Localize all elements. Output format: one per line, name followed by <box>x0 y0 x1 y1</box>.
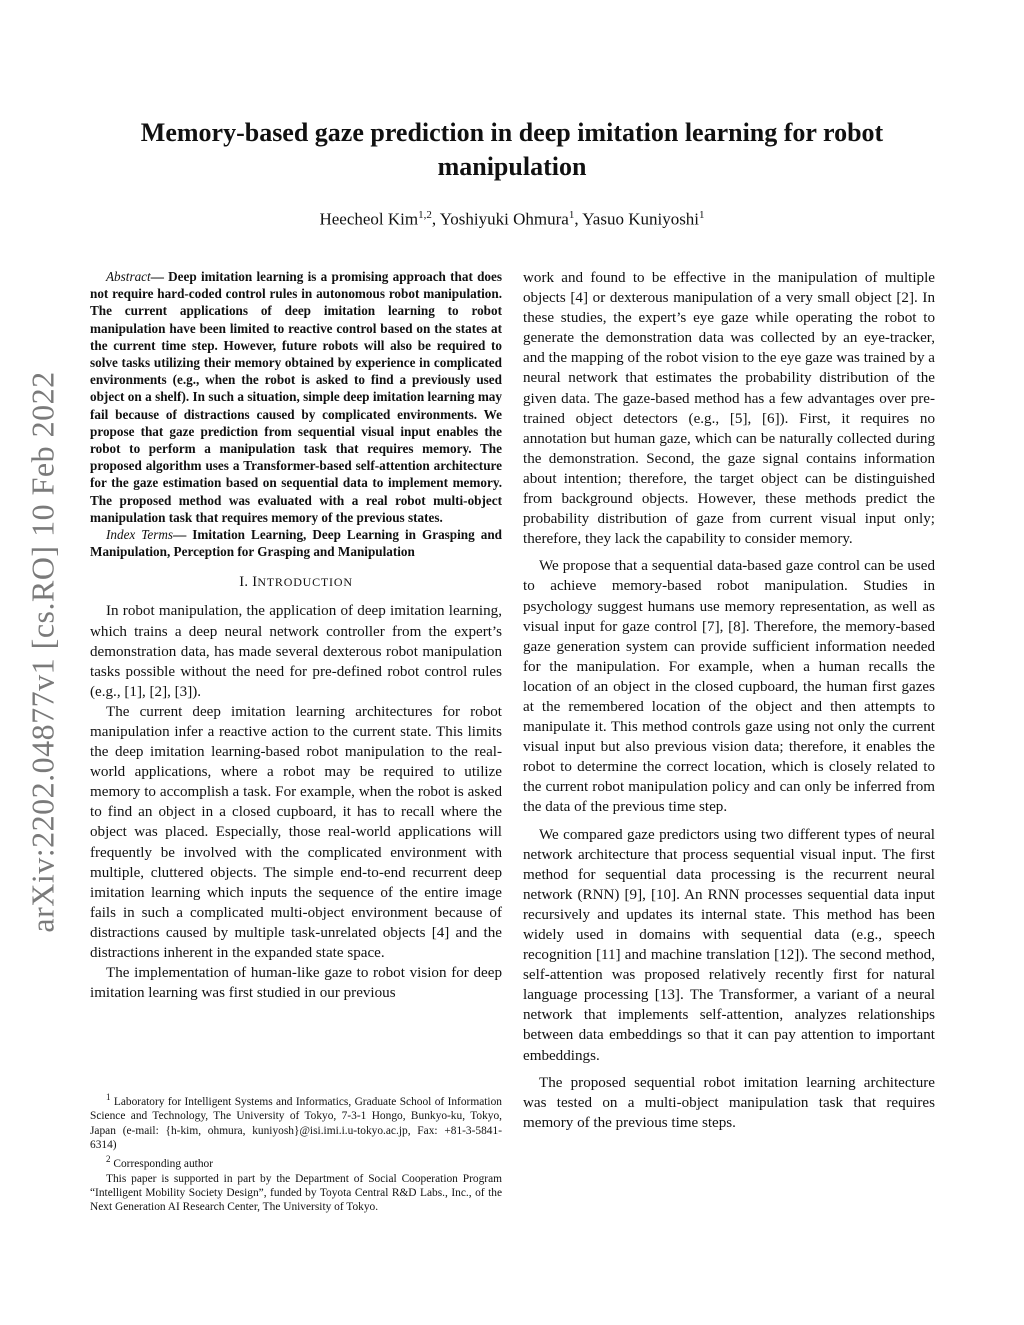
paper-title: Memory-based gaze prediction in deep imitation learning for robot manipulation <box>140 118 884 181</box>
index-terms-text: Imitation Learning, Deep Learning in Grasping and Manipulation, Perception for Grasping and Manipulation <box>90 527 502 560</box>
author-list <box>100 209 924 230</box>
paragraph: We propose that a sequential data-based gaze control can be used to achieve memory-based robot manipulation. Studies in psychology suggest humans use memory representation, as well as visual input for gaze control [7], [8]. Therefore, the memory-based gaze generation system can provide sufficient information needed for the manipulation. For example, when a human recalls the location of an object in the closed cupboard, the human first gazes at the remembered location of the object and then attempts to manipulate it. This method controls gaze using not only the current visual input but also previous vision data; therefore, it enables the robot to determine the correct location, which is closely related to the current robot manipulation policy and can only be inferred from the data of the previous time step. <box>523 558 935 816</box>
abstract-label: Abstract <box>106 269 151 284</box>
section-number: I. <box>239 574 249 591</box>
index-terms: Index Terms— Imitation Learning, Deep Learning in Grasping and Manipulation, Perception for Grasping and Manipulation <box>90 527 502 560</box>
author-name: Yoshiyuki Ohmura <box>439 209 569 229</box>
paragraph: work and found to be effective in the manipulation of multiple objects [4] or dexterous manipulation of a very small object [2]. In these studies, the expert’s eye gaze while operating the robot to generate the demonstration data was collected by an eye-tracker, and the mapping of the robot vision to the eye gaze was trained by a neural network that estimates the probability distribution of the given data. The gaze-based method has a few advantages over pre-trained object detectors (e.g., [5], [6]). First, it requires no annotation but human gaze, which can be naturally collected during the demonstration. Second, the gaze signal contains information about intention; therefore, the target object can be distinguished from background objects. However, these methods predict the probability distribution of gaze from current visual input only; therefore, they lack the capability to consider memory. <box>523 270 935 548</box>
paragraph: The implementation of human-like gaze to robot vision for deep imitation learning was first studied in our previous <box>90 965 502 1002</box>
footnote <box>90 1172 502 1215</box>
abstract: Abstract— Deep imitation learning is a promising approach that does not require hard-coded control rules in autonomous robot manipulation. The current applications of deep imitation learning to robot manipulation have been limited to reactive control based on the states at the current time step. However, future robots will also be required to solve tasks utilizing their memory obtained by experience in complicated environments (e.g., when the robot is asked to find a previously used object on a shelf). In such a situation, simple deep imitation learning may fail because of distractions caused by complicated environments. We propose that gaze prediction from sequential visual input enables the robot to perform a manipulation task that requires memory. The proposed algorithm uses a Transformer-based self-attention architecture for the gaze estimation based on sequential data to implement memory. The proposed method was evaluated with a real robot multi-object manipulation task that requires memory of the previous states. <box>90 269 503 525</box>
section-title-initial: I <box>252 574 258 591</box>
paragraph: In robot manipulation, the application of deep imitation learning, which trains a deep neural network controller from the expert’s demonstration data, has made several dexterous robot manipulation tasks possible without the need for pre-defined robot control rules (e.g., [1], [2], [3]). <box>90 603 502 700</box>
author-name: Heecheol Kim <box>319 209 419 229</box>
section-title-rest: NTRODUCTION <box>257 575 353 590</box>
author-separator: , <box>574 209 583 229</box>
footnote-marker: 1 <box>106 1092 111 1102</box>
paragraph: The current deep imitation learning architectures for robot manipulation infer a reactive action to the current state. This limits the deep imitation learning-based robot manipulation to the real-world applications, where a robot may be required to utilize memory to accomplish a task. For example, when the robot is asked to find an object in a closed cupboard, it has to recall where the object was placed. Especially, those real-world applications will frequently be involved with the complicated environment with multiple, cluttered objects. The simple end-to-end recurrent deep imitation learning which inputs the sequence of the entire image fails in such a complicated multi-object environment because of distractions caused by multiple task-unrelated objects [4] and the distractions inherent in the expanded state space. <box>90 703 502 962</box>
left-column <box>90 268 502 1003</box>
paragraph: We compared gaze predictors using two different types of neural network architecture that process sequential visual input. The first method for sequential data processing is the recurrent neural network (RNN) [9], [10]. An RNN processes sequential data input recursively and updates its internal state. This method has been widely used in domains with sequential data (e.g., speech recognition [11] and machine translation [12]). The second method, self-attention was proposed relatively recently first for natural language processing [13]. The Transformer, a variant of a neural network that implements self-attention, analyzes relationships between data embeddings so that it can pay attention to important embeddings. <box>523 826 935 1064</box>
footnote-marker: 2 <box>106 1154 111 1165</box>
author-name: Yasuo Kuniyoshi <box>582 209 700 229</box>
paragraph: The proposed sequential robot imitation learning architecture was tested on a multi-object manipulation task that requires memory of the previous time steps. <box>523 1074 935 1131</box>
footnote-text: Laboratory for Intelligent Systems and Informatics, Graduate School of Information Science and Technology, The University of Tokyo, 7-3-1 Hongo, Bunkyo-ku, Tokyo, Japan (e-mail: {h-kim, ohmura, kuniyosh}@isi.imi.i.u-tokyo.ac.jp, Fax: +81-3-5841-6314) <box>90 1095 502 1152</box>
footnotes <box>90 1090 502 1215</box>
arxiv-identifier: arXiv:2202.04877v1 [cs.RO] 10 Feb 2022 <box>24 371 61 933</box>
author-affiliation: 1,2 <box>418 209 432 221</box>
section-heading-introduction <box>90 574 502 591</box>
index-terms-label: Index Terms <box>106 527 174 543</box>
author-affiliation: 1 <box>568 209 575 221</box>
author-separator: , <box>431 209 440 229</box>
footnote-text: Corresponding author <box>113 1158 214 1171</box>
footnote <box>90 1090 502 1152</box>
author-affiliation: 1 <box>699 209 705 221</box>
arxiv-sidebar-stamp <box>26 352 60 952</box>
abstract-text: Deep imitation learning is a promising approach that does not require hard-coded control rules in autonomous robot manipulation. The current applications of deep imitation learning to robot manipulation have been limited to reactive control based on the states at the current time step. However, future robots will also be required to solve tasks utilizing their memory obtained by experience in complicated environments (e.g., when the robot is asked to find a previously used object on a shelf). In such a situation, simple deep imitation learning may fail because of distractions caused by complicated environments. We propose that gaze prediction from sequential visual input enables the robot to perform a manipulation task that requires memory. The proposed algorithm uses a Transformer-based self-attention architecture for the gaze estimation based on sequential data to implement memory. The proposed method was evaluated with a real robot multi-object manipulation task that requires memory of the previous states. <box>90 269 503 525</box>
footnote-text: This paper is supported in part by the Department of Social Cooperation Program “Intelligent Mobility Society Design”, funded by Toyota Central R&D Labs., Inc., of the Next Generation AI Research Center, The University of Tokyo. <box>90 1172 502 1214</box>
right-column <box>523 268 935 1140</box>
footnote <box>90 1152 502 1171</box>
